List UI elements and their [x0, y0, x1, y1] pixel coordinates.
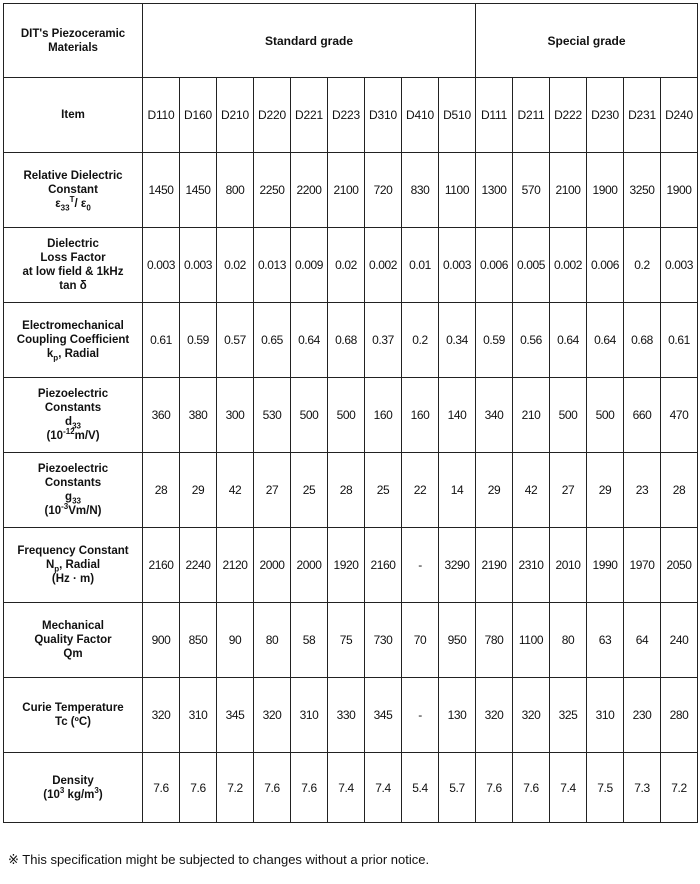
label-symbol	[4, 347, 142, 361]
label-line: Constants	[44, 477, 102, 489]
value-cell: -	[402, 678, 439, 753]
value-cell: 0.64	[587, 303, 624, 378]
value-cell: 0.002	[365, 228, 402, 303]
value-cell: 7.6	[143, 753, 180, 823]
label-line: Quality Factor	[34, 634, 112, 646]
table-corner-title	[4, 4, 143, 78]
value-cell: 0.003	[661, 228, 698, 303]
epsilon-symbol: / ε	[74, 198, 87, 210]
value-cell: 0.37	[365, 303, 402, 378]
label-symbol	[4, 197, 142, 211]
value-cell: 70	[402, 603, 439, 678]
value-cell: 27	[550, 453, 587, 528]
value-cell: 310	[291, 678, 328, 753]
symbol-d: d	[65, 416, 73, 428]
value-cell: 14	[439, 453, 476, 528]
unit-part: Vm/N)	[68, 505, 102, 517]
value-cell: 310	[180, 678, 217, 753]
material-code-d240: D240	[661, 78, 698, 153]
value-cell: 780	[476, 603, 513, 678]
value-cell: 345	[217, 678, 254, 753]
value-cell: 140	[439, 378, 476, 453]
symbol-n: N	[45, 559, 55, 571]
value-cell: 500	[550, 378, 587, 453]
value-cell: 0.003	[439, 228, 476, 303]
value-cell: 320	[476, 678, 513, 753]
subscript: 0	[86, 203, 91, 213]
label-line: Relative Dielectric	[23, 170, 123, 182]
row-relative-dielectric	[4, 153, 698, 228]
value-cell: 29	[476, 453, 513, 528]
value-cell: 42	[217, 453, 254, 528]
value-cell: 950	[439, 603, 476, 678]
label-symbol	[4, 490, 142, 504]
unit-part: (10	[46, 430, 64, 442]
value-cell: 22	[402, 453, 439, 528]
value-cell: 0.005	[513, 228, 550, 303]
value-cell: 240	[661, 603, 698, 678]
material-code-d110: D110	[143, 78, 180, 153]
value-cell: 2100	[328, 153, 365, 228]
value-cell: 0.006	[587, 228, 624, 303]
label-unit	[4, 429, 142, 443]
value-cell: 0.56	[513, 303, 550, 378]
label-line: Electromechanical	[22, 320, 124, 332]
value-cell: 0.59	[476, 303, 513, 378]
value-cell: 7.5	[587, 753, 624, 823]
value-cell: 2200	[291, 153, 328, 228]
value-cell: 325	[550, 678, 587, 753]
value-cell: 500	[291, 378, 328, 453]
value-cell: 7.4	[328, 753, 365, 823]
value-cell: 2240	[180, 528, 217, 603]
superscript: -12	[63, 427, 75, 437]
value-cell: 0.02	[217, 228, 254, 303]
value-cell: 5.4	[402, 753, 439, 823]
unit-part: (10	[44, 505, 62, 517]
label-piezo-g33	[4, 453, 143, 528]
value-cell: 1450	[143, 153, 180, 228]
symbol-rest: , Radial	[59, 559, 101, 571]
symbol-k: k	[46, 348, 54, 360]
value-cell: 58	[291, 603, 328, 678]
corner-line-2: Materials	[48, 41, 98, 54]
value-cell: 29	[180, 453, 217, 528]
value-cell: 660	[624, 378, 661, 453]
value-cell: 27	[254, 453, 291, 528]
label-symbol	[4, 558, 142, 572]
value-cell: 0.64	[550, 303, 587, 378]
value-cell: 0.34	[439, 303, 476, 378]
row-density	[4, 753, 698, 823]
value-cell: 5.7	[439, 753, 476, 823]
value-cell: 63	[587, 603, 624, 678]
value-cell: 7.6	[476, 753, 513, 823]
value-cell: 2190	[476, 528, 513, 603]
value-cell: 1300	[476, 153, 513, 228]
value-cell: 2250	[254, 153, 291, 228]
subscript: p	[53, 353, 59, 363]
value-cell: 7.2	[217, 753, 254, 823]
row-coupling-coefficient	[4, 303, 698, 378]
value-cell: 500	[587, 378, 624, 453]
label-line: Density	[52, 774, 94, 787]
spec-table-body	[4, 4, 698, 823]
symbol-rest: , Radial	[58, 348, 100, 360]
label-line: Tc (ºC)	[55, 716, 91, 728]
value-cell: 2120	[217, 528, 254, 603]
value-cell: 340	[476, 378, 513, 453]
material-code-d222: D222	[550, 78, 587, 153]
value-cell: 310	[587, 678, 624, 753]
value-cell: 0.013	[254, 228, 291, 303]
value-cell: 160	[402, 378, 439, 453]
label-coupling-coefficient	[4, 303, 143, 378]
material-code-d510: D510	[439, 78, 476, 153]
label-density	[4, 753, 143, 823]
label-line: Constants	[44, 402, 102, 414]
row-frequency-constant	[4, 528, 698, 603]
label-line: Mechanical	[42, 620, 104, 632]
value-cell: 7.6	[513, 753, 550, 823]
value-cell: 1900	[587, 153, 624, 228]
value-cell: 0.61	[661, 303, 698, 378]
row-curie-temperature	[4, 678, 698, 753]
special-grade-header: Special grade	[476, 4, 698, 78]
value-cell: 23	[624, 453, 661, 528]
value-cell: 0.65	[254, 303, 291, 378]
value-cell: 0.006	[476, 228, 513, 303]
label-line: Curie Temperature	[22, 702, 124, 714]
label-line: (Hz · m)	[51, 573, 95, 585]
value-cell: 1990	[587, 528, 624, 603]
spec-table	[3, 3, 698, 823]
value-cell: 730	[365, 603, 402, 678]
value-cell: 29	[587, 453, 624, 528]
subscript: 33	[72, 421, 81, 431]
label-relative-dielectric	[4, 153, 143, 228]
value-cell: 2160	[365, 528, 402, 603]
value-cell: 130	[439, 678, 476, 753]
value-cell: 0.003	[180, 228, 217, 303]
value-cell: 1970	[624, 528, 661, 603]
value-cell: 7.4	[550, 753, 587, 823]
value-cell: 320	[254, 678, 291, 753]
label-line: Qm	[63, 648, 83, 660]
value-cell: 0.009	[291, 228, 328, 303]
value-cell: 2050	[661, 528, 698, 603]
value-cell: 1100	[513, 603, 550, 678]
value-cell: 28	[328, 453, 365, 528]
row-mechanical-q	[4, 603, 698, 678]
value-cell: 80	[254, 603, 291, 678]
value-cell: 2000	[291, 528, 328, 603]
value-cell: 530	[254, 378, 291, 453]
value-cell: 0.01	[402, 228, 439, 303]
value-cell: 1450	[180, 153, 217, 228]
value-cell: 7.6	[180, 753, 217, 823]
value-cell: 0.57	[217, 303, 254, 378]
label-unit	[4, 785, 142, 802]
label-line: at low field & 1kHz	[22, 266, 124, 278]
value-cell: 25	[291, 453, 328, 528]
value-cell: 0.002	[550, 228, 587, 303]
value-cell: 7.3	[624, 753, 661, 823]
superscript: -3	[61, 502, 69, 512]
label-dielectric-loss	[4, 228, 143, 303]
value-cell: 28	[143, 453, 180, 528]
unit-part: kg/m	[64, 788, 95, 801]
value-cell: 0.68	[624, 303, 661, 378]
row-dielectric-loss	[4, 228, 698, 303]
value-cell: 7.2	[661, 753, 698, 823]
label-line: Loss Factor	[40, 252, 106, 264]
corner-line-1: DIT's Piezoceramic	[20, 27, 126, 40]
material-code-d410: D410	[402, 78, 439, 153]
subscript: p	[54, 564, 60, 574]
value-cell: 28	[661, 453, 698, 528]
unit-part: m/V)	[74, 430, 100, 442]
value-cell: 90	[217, 603, 254, 678]
value-cell: 330	[328, 678, 365, 753]
unit-part: )	[98, 788, 103, 801]
value-cell: 0.61	[143, 303, 180, 378]
value-cell: 25	[365, 453, 402, 528]
value-cell: 0.2	[624, 228, 661, 303]
value-cell: 360	[143, 378, 180, 453]
material-code-d210: D210	[217, 78, 254, 153]
value-cell: 380	[180, 378, 217, 453]
material-code-d310: D310	[365, 78, 402, 153]
value-cell: 3290	[439, 528, 476, 603]
value-cell: 0.2	[402, 303, 439, 378]
symbol-g: g	[65, 491, 73, 503]
material-code-d230: D230	[587, 78, 624, 153]
value-cell: 300	[217, 378, 254, 453]
value-cell: 900	[143, 603, 180, 678]
value-cell: 500	[328, 378, 365, 453]
value-cell: -	[402, 528, 439, 603]
value-cell: 470	[661, 378, 698, 453]
label-line: Constant	[48, 184, 98, 196]
value-cell: 1100	[439, 153, 476, 228]
material-code-d231: D231	[624, 78, 661, 153]
value-cell: 64	[624, 603, 661, 678]
subscript: 33	[72, 496, 81, 506]
unit-part: (10	[43, 788, 60, 801]
label-line: Piezoelectric	[37, 388, 109, 400]
value-cell: 0.64	[291, 303, 328, 378]
row-piezo-d33	[4, 378, 698, 453]
label-unit	[4, 504, 142, 518]
value-cell: 230	[624, 678, 661, 753]
superscript: T	[69, 195, 75, 205]
value-cell: 7.4	[365, 753, 402, 823]
value-cell: 2100	[550, 153, 587, 228]
value-cell: 3250	[624, 153, 661, 228]
value-cell: 75	[328, 603, 365, 678]
value-cell: 2160	[143, 528, 180, 603]
label-curie-temperature	[4, 678, 143, 753]
value-cell: 160	[365, 378, 402, 453]
label-line: Coupling Coefficient	[16, 334, 130, 346]
value-cell: 0.59	[180, 303, 217, 378]
material-code-d223: D223	[328, 78, 365, 153]
epsilon-symbol: ε	[55, 198, 61, 210]
item-label: Item	[4, 78, 143, 153]
value-cell: 570	[513, 153, 550, 228]
value-cell: 1920	[328, 528, 365, 603]
label-line: Piezoelectric	[37, 463, 109, 475]
value-cell: 2310	[513, 528, 550, 603]
material-code-d160: D160	[180, 78, 217, 153]
value-cell: 800	[217, 153, 254, 228]
material-code-d111: D111	[476, 78, 513, 153]
value-cell: 2000	[254, 528, 291, 603]
label-line: tan δ	[59, 280, 87, 292]
material-code-d221: D221	[291, 78, 328, 153]
value-cell: 210	[513, 378, 550, 453]
value-cell: 850	[180, 603, 217, 678]
value-cell: 0.68	[328, 303, 365, 378]
value-cell: 280	[661, 678, 698, 753]
superscript: 3	[59, 785, 65, 795]
grade-header-row	[4, 4, 698, 78]
value-cell: 830	[402, 153, 439, 228]
label-frequency-constant	[4, 528, 143, 603]
footnote-notice: ※ This specification might be subjected to changes without a prior notice.	[8, 852, 430, 867]
material-code-d211: D211	[513, 78, 550, 153]
superscript: 3	[94, 785, 99, 795]
label-piezo-d33	[4, 378, 143, 453]
value-cell: 7.6	[291, 753, 328, 823]
value-cell: 42	[513, 453, 550, 528]
label-mechanical-q	[4, 603, 143, 678]
item-code-row	[4, 78, 698, 153]
value-cell: 0.003	[143, 228, 180, 303]
value-cell: 345	[365, 678, 402, 753]
value-cell: 80	[550, 603, 587, 678]
label-line: Dielectric	[47, 238, 99, 250]
value-cell: 720	[365, 153, 402, 228]
value-cell: 0.02	[328, 228, 365, 303]
value-cell: 2010	[550, 528, 587, 603]
value-cell: 7.6	[254, 753, 291, 823]
value-cell: 320	[513, 678, 550, 753]
material-code-d220: D220	[254, 78, 291, 153]
standard-grade-header: Standard grade	[143, 4, 476, 78]
subscript: 33	[60, 203, 70, 213]
value-cell: 320	[143, 678, 180, 753]
row-piezo-g33	[4, 453, 698, 528]
value-cell: 1900	[661, 153, 698, 228]
label-line: Frequency Constant	[17, 545, 129, 557]
